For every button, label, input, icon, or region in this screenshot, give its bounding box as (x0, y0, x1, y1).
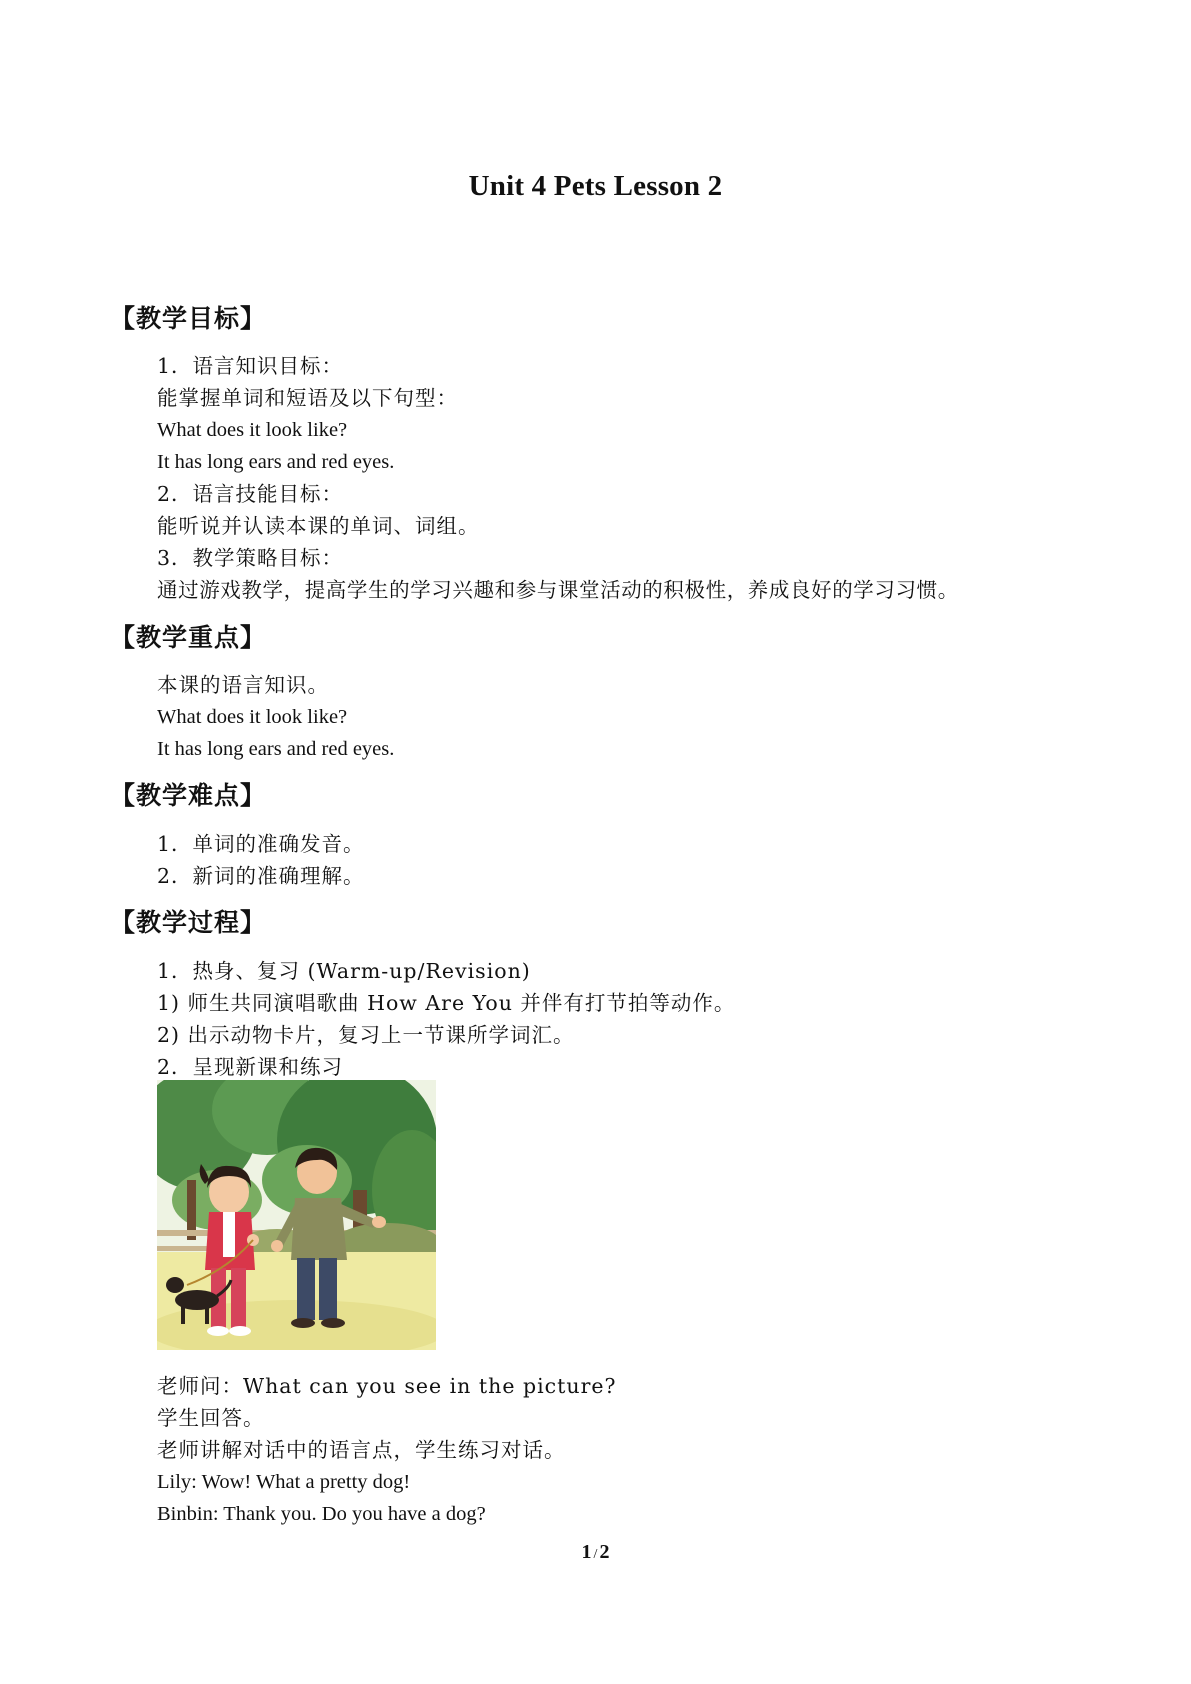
process-line: Lily: Wow! What a pretty dog! (157, 1471, 411, 1493)
key-points-line: It has long ears and red eyes. (157, 738, 395, 760)
objectives-line: 通过游戏教学，提高学生的学习兴趣和参与课堂活动的积极性，养成良好的学习习惯。 (157, 578, 959, 602)
document-title: Unit 4 Pets Lesson 2 (468, 170, 723, 202)
objectives-line: It has long ears and red eyes. (157, 451, 395, 473)
page-number-current: 1 (581, 1541, 592, 1563)
key-points-line: 本课的语言知识。 (157, 673, 329, 697)
difficulties-line: 2．新词的准确理解。 (157, 864, 365, 888)
difficulties-list (157, 828, 365, 892)
process-line: 2．呈现新课和练习 (157, 1055, 344, 1079)
objectives-line: 3．教学策略目标： (157, 546, 344, 570)
objectives-line: What does it look like? (157, 419, 348, 441)
section-heading-process: 【教学过程】 (110, 908, 267, 937)
key-points-line: What does it look like? (157, 706, 348, 728)
process-line: 1) 师生共同演唱歌曲 How Are You 并伴有打节拍等动作。 (157, 991, 736, 1015)
objectives-line: 能掌握单词和短语及以下句型： (157, 386, 458, 410)
process-line: 2) 出示动物卡片，复习上一节课所学词汇。 (157, 1023, 575, 1047)
difficulties-line: 1．单词的准确发音。 (157, 832, 365, 856)
lesson-illustration (157, 1080, 436, 1350)
page-number-total: 2 (599, 1541, 610, 1563)
objectives-line: 能听说并认读本课的单词、词组。 (157, 514, 480, 538)
key-points-list (157, 669, 394, 765)
section-heading-key-points: 【教学重点】 (110, 623, 267, 652)
page-number (0, 1541, 1191, 1564)
process-line: Binbin: Thank you. Do you have a dog? (157, 1503, 486, 1525)
process-list (157, 955, 735, 1083)
process-list-continued (157, 1370, 617, 1530)
process-line: 1．热身、复习 (Warm-up/Revision) (157, 959, 531, 983)
objectives-line: 1．语言知识目标： (157, 354, 344, 378)
process-line: 老师问：What can you see in the picture? (157, 1374, 617, 1398)
objectives-line: 2．语言技能目标： (157, 482, 344, 506)
section-heading-difficulties: 【教学难点】 (110, 781, 267, 810)
process-line: 老师讲解对话中的语言点，学生练习对话。 (157, 1438, 566, 1462)
section-heading-objectives: 【教学目标】 (110, 304, 267, 333)
process-line: 学生回答。 (157, 1406, 265, 1430)
objectives-list (157, 350, 959, 606)
page-number-separator: / (593, 1547, 598, 1562)
